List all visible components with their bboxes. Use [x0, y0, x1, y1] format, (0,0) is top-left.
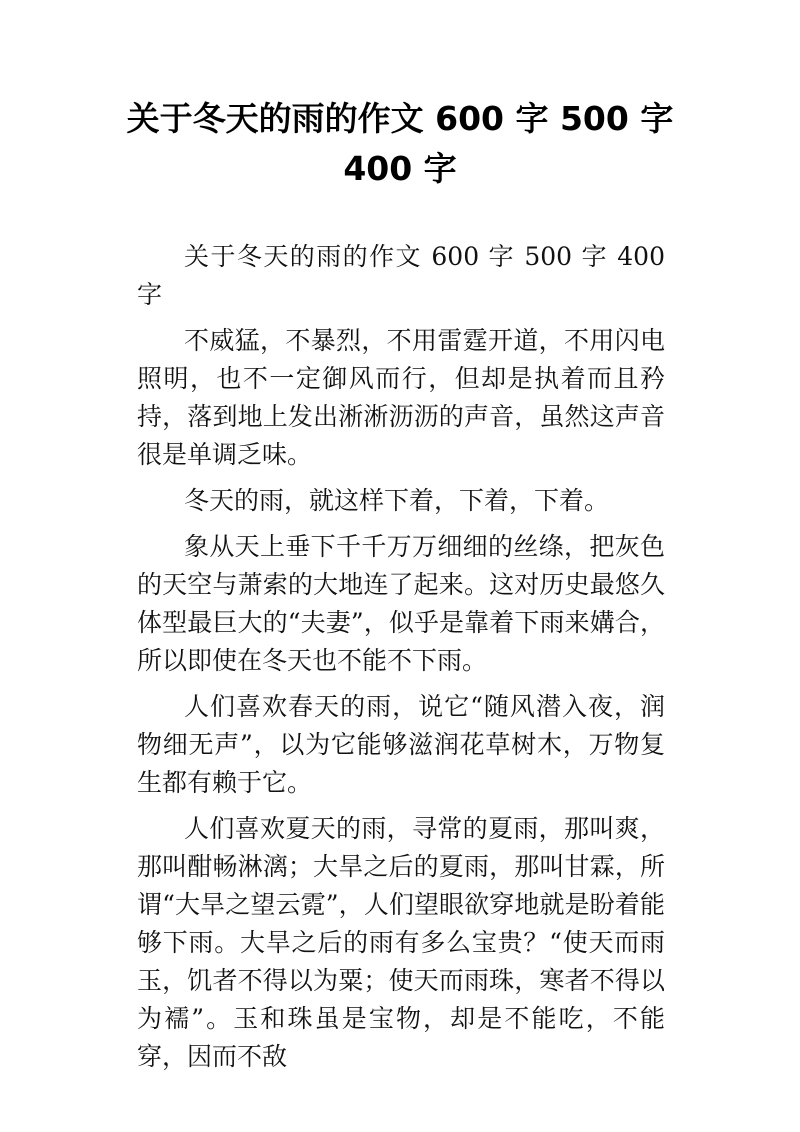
document-title: [100, 94, 700, 194]
paragraph: 人们喜欢春天的雨，说它“随风潜入夜，润物细无声”，以为它能够滋润花草树木，万物复生都有赖于它。: [137, 692, 665, 797]
paragraph-heading: 关于冬天的雨的作文 600 字 500 字 400 字: [137, 242, 665, 309]
paragraph: 人们喜欢夏天的雨，寻常的夏雨，那叫爽，那叫酣畅淋漓；大旱之后的夏雨，那叫甘霖，所谓“大旱之望云霓”，人们望眼欲穿地就是盼着能够下雨。大旱之后的雨有多么宝贵？“使天而雨玉，饥者不得以为粟；使天而雨珠，寒者不得以为襦”。玉和珠虽是宝物，却是不能吃，不能穿，因而不敌: [137, 814, 665, 1071]
title-line-1: 关于冬天的雨的作文 600 字 500 字: [126, 99, 674, 138]
paragraph: 不威猛，不暴烈，不用雷霆开道，不用闪电照明，也不一定御风而行，但却是执着而且矜持，落到地上发出淅淅沥沥的声音，虽然这声音很是单调乏味。: [137, 326, 665, 469]
paragraph: 冬天的雨，就这样下着，下着，下着。: [184, 486, 610, 515]
title-line-2: 400 字: [343, 149, 457, 188]
document-body: [137, 238, 665, 1084]
paragraph: 象从天上垂下千千万万细细的丝绦，把灰色的天空与萧索的大地连了起来。这对历史最悠久体型最巨大的“夫妻”，似乎是靠着下雨来媾合，所以即使在冬天也不能不下雨。: [137, 532, 665, 675]
